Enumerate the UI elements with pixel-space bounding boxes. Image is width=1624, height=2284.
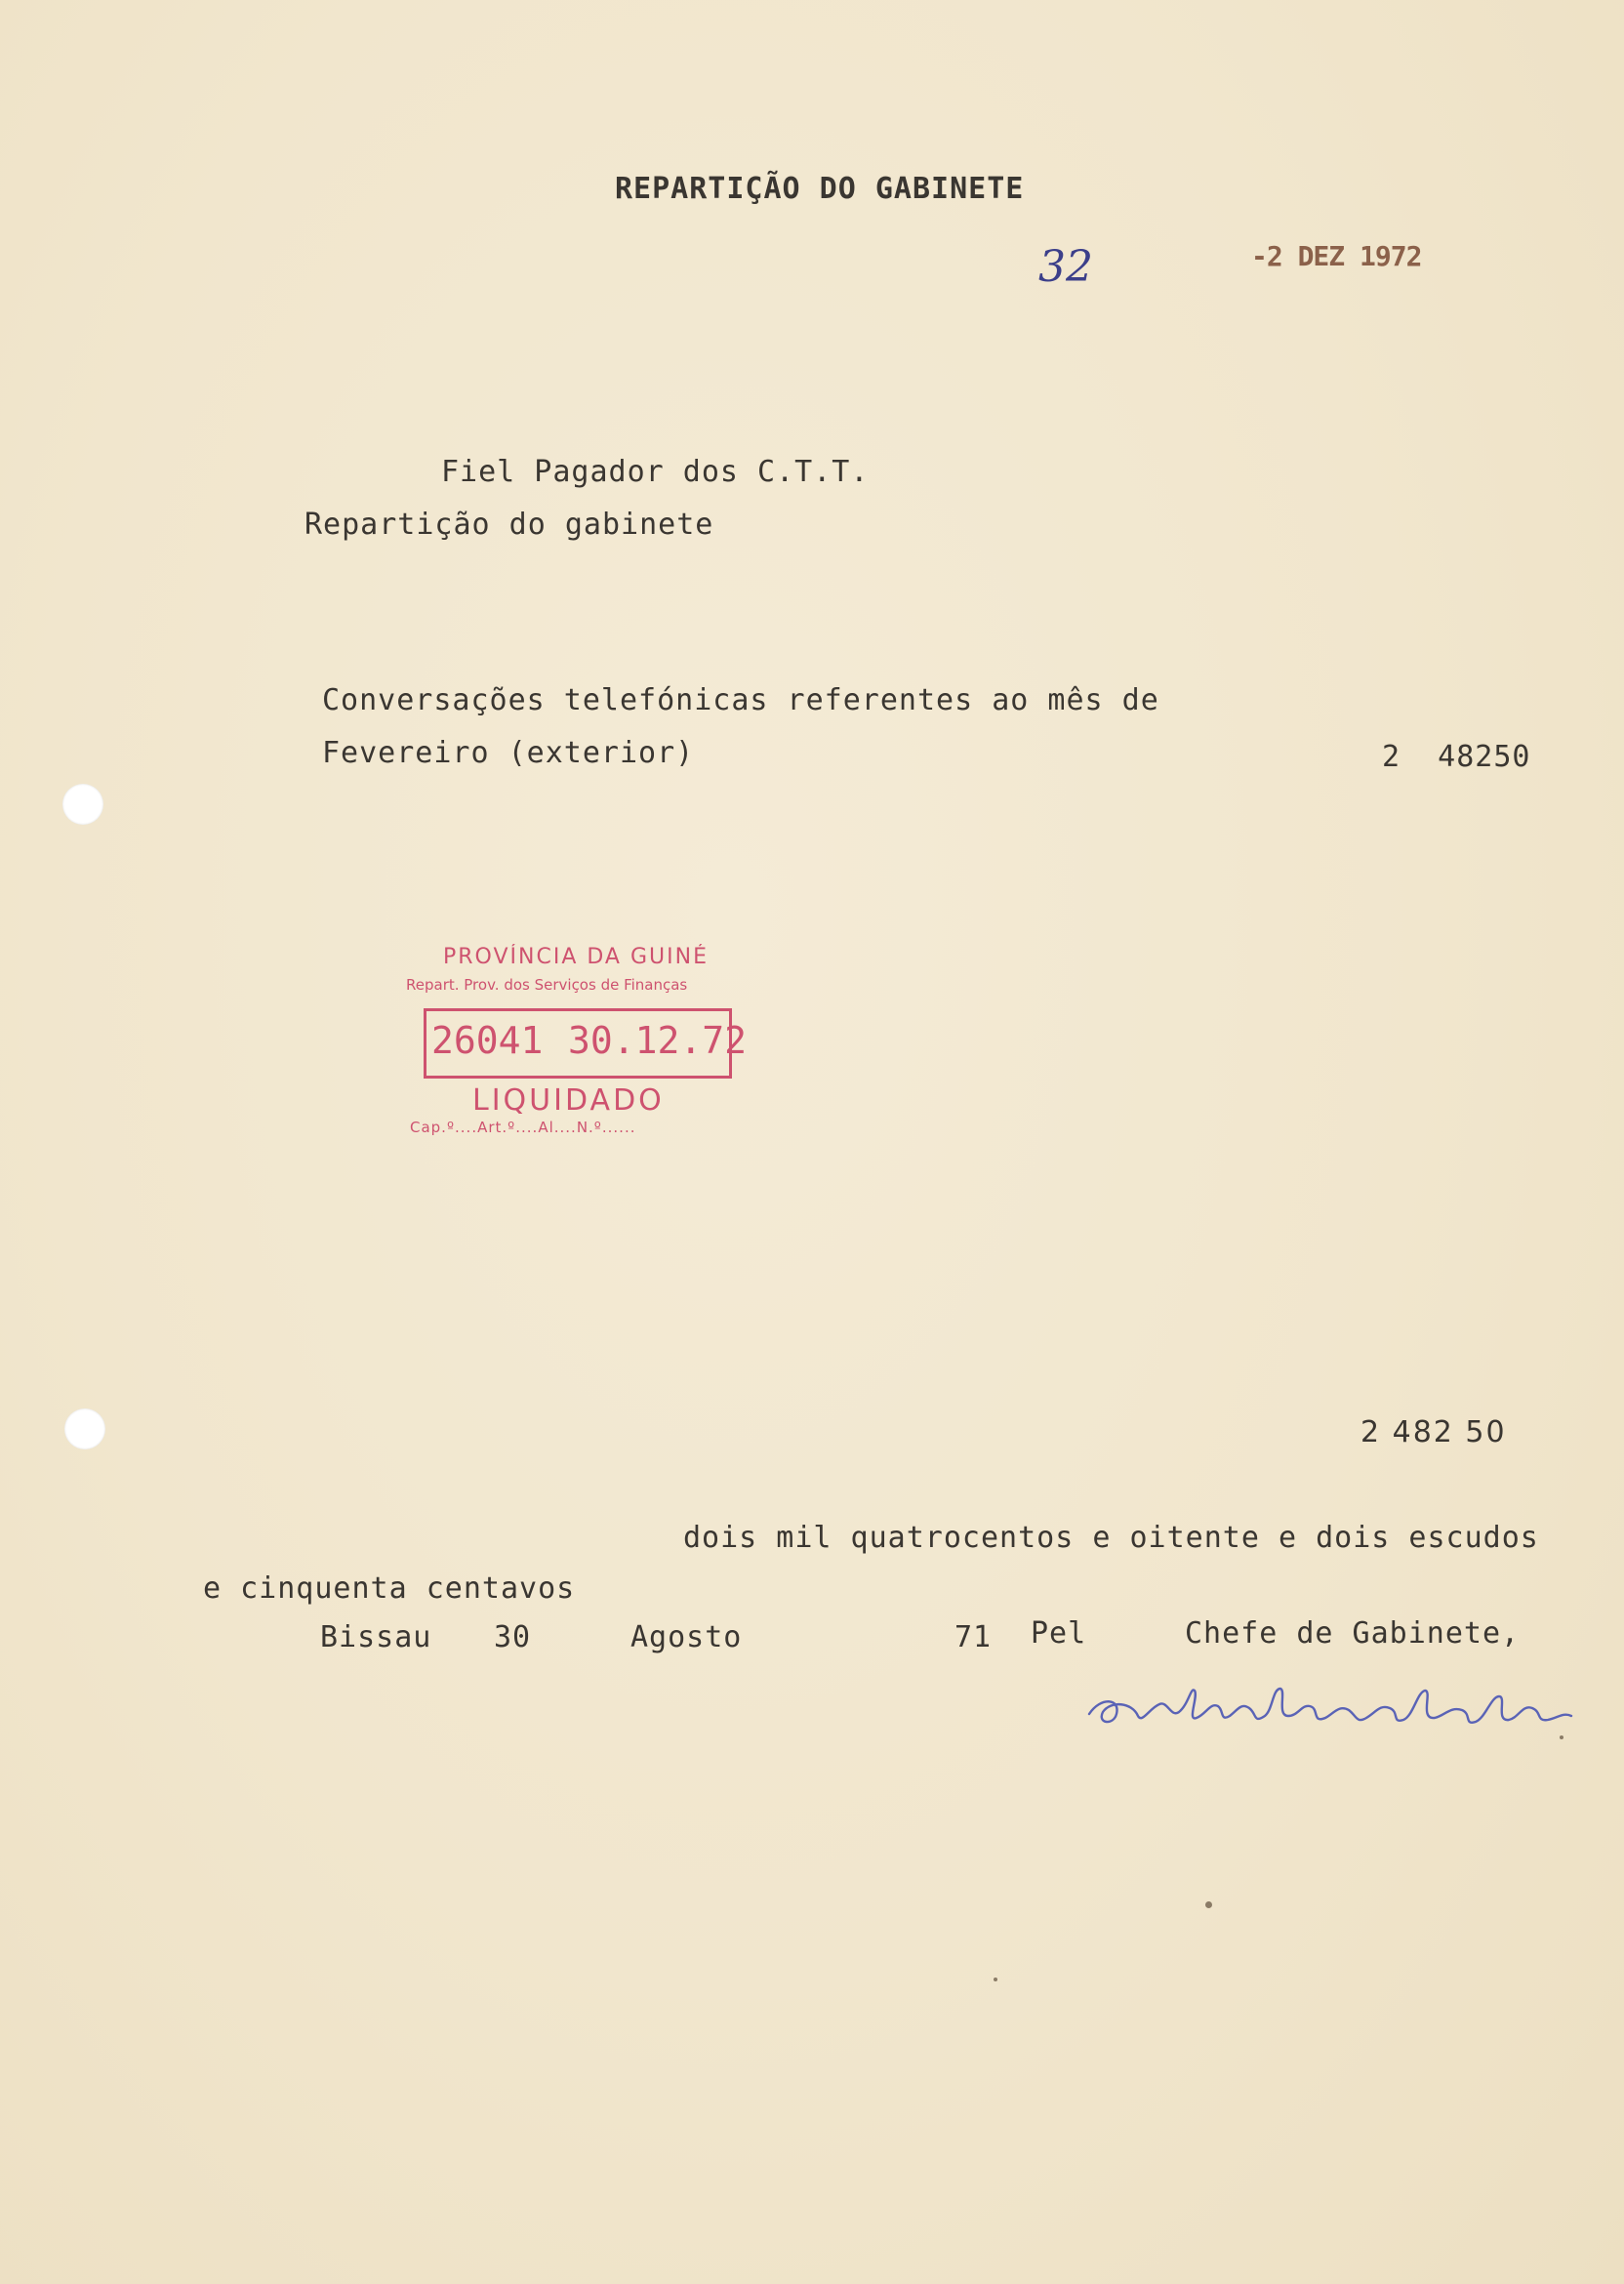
total-amount: 2 482 50 [1360, 1415, 1507, 1449]
item-description-line-2: Fevereiro (exterior) [322, 736, 695, 770]
footer-pel: Pel [1031, 1616, 1087, 1651]
handwritten-number: 32 [1038, 242, 1093, 292]
document-header: REPARTIÇÃO DO GABINETE [615, 172, 1025, 206]
punch-hole-bottom [64, 1408, 105, 1449]
paper-speck [1205, 1901, 1212, 1908]
signature-scribble [1081, 1667, 1579, 1745]
liquidation-stamp [394, 945, 775, 1150]
stamp-number: 26041 [431, 1019, 544, 1062]
footer-month: Agosto [630, 1620, 743, 1654]
footer-day: 30 [494, 1620, 532, 1654]
footer-year: 71 [954, 1620, 993, 1654]
paper-speck [1560, 1735, 1563, 1739]
stamp-fields: Cap.º....Art.º....Al....N.º...... [410, 1119, 636, 1136]
amount-words-line-2: e cinquenta centavos [203, 1571, 576, 1606]
stamp-date: 30.12.72 [568, 1019, 748, 1062]
footer-place: Bissau [320, 1620, 432, 1654]
recipient-line-1: Fiel Pagador dos C.T.T. [441, 455, 870, 489]
stamp-province: PROVÍNCIA DA GUINÉ [443, 945, 709, 969]
punch-hole-top [62, 784, 103, 825]
paper-speck [994, 1978, 997, 1981]
received-date-stamp: -2 DEZ 1972 [1251, 240, 1422, 272]
stamp-department: Repart. Prov. dos Serviços de Finanças [406, 976, 688, 994]
item-amount: 2 48250 [1382, 740, 1531, 774]
footer-role: Chefe de Gabinete, [1185, 1616, 1521, 1651]
amount-words-line-1: dois mil quatrocentos e oitente e dois escudos [683, 1521, 1539, 1555]
signature [1081, 1667, 1579, 1750]
recipient-line-2: Repartição do gabinete [304, 508, 714, 542]
item-description-line-1: Conversações telefónicas referentes ao mês de [322, 683, 1159, 717]
stamp-status: LIQUIDADO [472, 1083, 665, 1118]
